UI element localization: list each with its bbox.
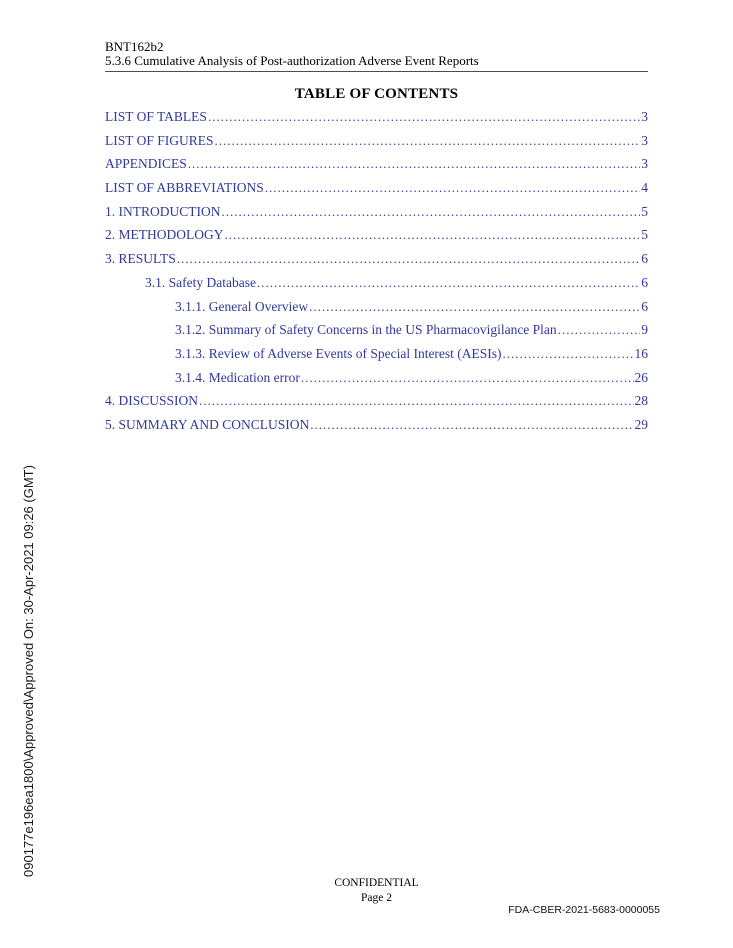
toc-entry-page[interactable]: 28: [634, 393, 648, 409]
toc-entry-label[interactable]: 1. INTRODUCTION: [105, 203, 221, 219]
toc-entry-label[interactable]: 3.1.4. Medication error: [175, 369, 300, 385]
toc-entry-page[interactable]: 5: [641, 227, 648, 243]
toc-entry[interactable]: [105, 180, 648, 204]
document-header: [105, 40, 648, 72]
toc-entry[interactable]: [105, 133, 648, 157]
toc-entry[interactable]: [105, 227, 648, 251]
toc-dot-leader: [265, 180, 640, 196]
toc-dot-leader: [503, 346, 634, 362]
toc-dot-leader: [188, 156, 640, 172]
toc-dot-leader: [310, 417, 633, 433]
toc-entry-label[interactable]: 3. RESULTS: [105, 251, 176, 267]
toc-entry[interactable]: [105, 322, 648, 346]
toc-entry-label[interactable]: 2. METHODOLOGY: [105, 227, 224, 243]
toc-entry-label[interactable]: 3.1.2. Summary of Safety Concerns in the US Pharmacovigilance Plan: [175, 322, 557, 338]
toc-dot-leader: [222, 204, 641, 220]
toc-dot-leader: [257, 275, 640, 291]
toc-dot-leader: [208, 109, 640, 125]
toc-dot-leader: [225, 227, 641, 243]
toc-entry-page[interactable]: 9: [641, 322, 648, 338]
toc-entry[interactable]: [105, 370, 648, 394]
toc-entry-label[interactable]: 3.1.1. General Overview: [175, 298, 309, 314]
toc-entry-page[interactable]: 26: [634, 369, 648, 385]
toc-entry-page[interactable]: 6: [641, 274, 648, 290]
page-title: TABLE OF CONTENTS: [294, 86, 459, 102]
confidential-label: CONFIDENTIAL: [334, 877, 419, 889]
approval-watermark: 090177e196ea1800\Approved\Approved On: 30-Apr-2021 09:26 (GMT): [21, 465, 36, 877]
toc-entry-label[interactable]: 3.1. Safety Database: [145, 274, 256, 290]
toc-entry-page[interactable]: 4: [641, 180, 648, 196]
toc-entry-label[interactable]: LIST OF TABLES: [105, 109, 207, 124]
toc-entry-page[interactable]: 5: [641, 203, 648, 219]
toc-dot-leader: [215, 133, 641, 149]
toc-entry[interactable]: [105, 417, 648, 441]
toc-entry[interactable]: [105, 275, 648, 299]
toc-entry-label[interactable]: LIST OF ABBREVIATIONS: [105, 180, 264, 196]
toc-entry[interactable]: [105, 109, 648, 133]
toc-entry-label[interactable]: LIST OF FIGURES: [105, 132, 214, 148]
toc-entry[interactable]: [105, 299, 648, 323]
toc-entry-page[interactable]: 16: [634, 345, 648, 361]
toc-entry[interactable]: [105, 204, 648, 228]
toc-entry-label[interactable]: APPENDICES: [105, 156, 187, 172]
toc-entry-page[interactable]: 3: [641, 132, 648, 148]
toc-entry-page[interactable]: 29: [634, 416, 648, 432]
toc-dot-leader: [199, 393, 633, 409]
toc-entry-label[interactable]: 4. DISCUSSION: [105, 393, 199, 409]
toc-entry-label[interactable]: 5. SUMMARY AND CONCLUSION: [105, 416, 310, 432]
toc-entry-page[interactable]: 6: [641, 298, 648, 314]
page-footer: [105, 876, 648, 906]
toc-dot-leader: [558, 322, 641, 338]
header-doc-code: BNT162b2: [105, 39, 164, 54]
toc-entry-page[interactable]: 3: [641, 109, 648, 124]
toc-list: [105, 109, 648, 441]
toc-dot-leader: [309, 299, 640, 315]
page-number-label: Page 2: [361, 892, 392, 904]
toc-entry[interactable]: [105, 393, 648, 417]
header-doc-subtitle: 5.3.6 Cumulative Analysis of Post-authorization Adverse Event Reports: [105, 53, 479, 68]
toc-dot-leader: [301, 370, 634, 386]
toc-entry-page[interactable]: 3: [641, 156, 648, 172]
toc-entry[interactable]: [105, 251, 648, 275]
fda-document-number: FDA-CBER-2021-5683-0000055: [508, 904, 660, 916]
toc-dot-leader: [177, 251, 640, 267]
toc-entry[interactable]: [105, 156, 648, 180]
toc-entry-label[interactable]: 3.1.3. Review of Adverse Events of Special Interest (AESIs): [175, 345, 502, 361]
toc-entry-page[interactable]: 6: [641, 251, 648, 267]
toc-entry[interactable]: [105, 346, 648, 370]
